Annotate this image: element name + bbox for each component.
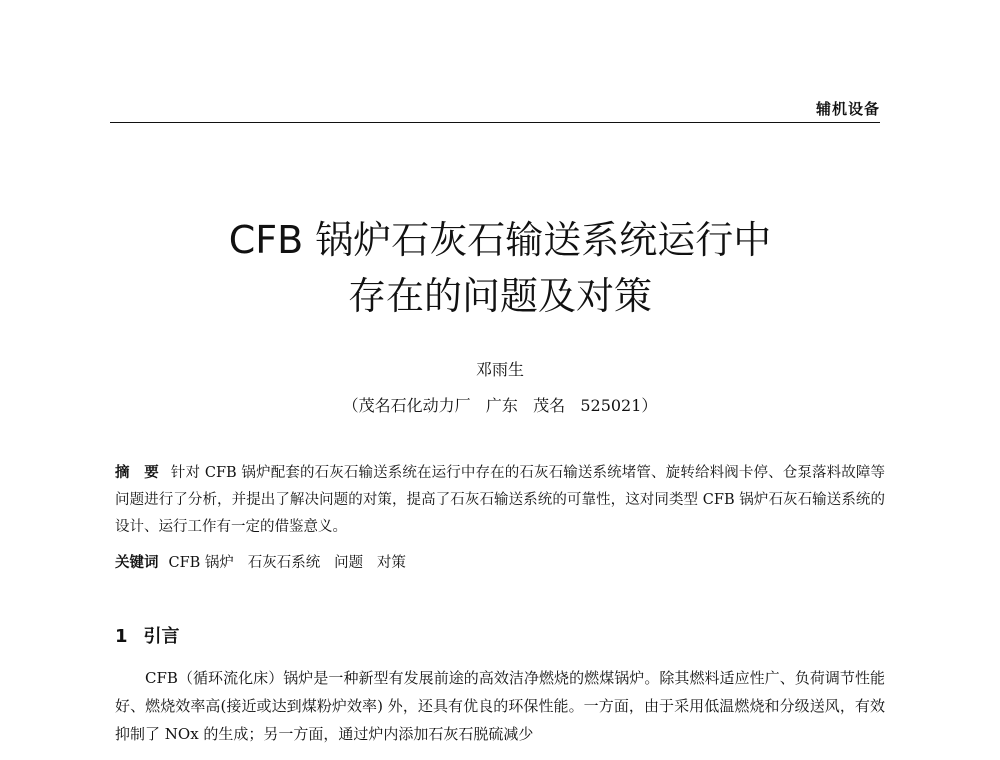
keywords	[115, 550, 885, 577]
running-head: 辅机设备	[815, 100, 880, 118]
body-text	[115, 664, 885, 748]
author-affiliation: （茂名石化动力厂 广东 茂名 525021）	[342, 396, 658, 415]
author-name: 邓雨生	[475, 360, 524, 379]
title-line-2: 存在的问题及对策	[347, 274, 652, 318]
keywords-label: 关键词	[115, 555, 159, 571]
title-line-1: CFB 锅炉石灰石输送系统运行中	[228, 218, 772, 262]
abstract	[115, 460, 885, 541]
header-rule	[110, 122, 880, 123]
abstract-text: 针对 CFB 锅炉配套的石灰石输送系统在运行中存在的石灰石输送系统堵管、旋转给料阀卡停、仓泵落料故障等问题进行了分析，并提出了解决问题的对策，提高了石灰石输送系统的可靠性，这对同类型 CFB 锅炉石灰石输送系统的设计、运行工作有一定的借鉴意义。	[115, 465, 885, 535]
section-heading	[115, 622, 180, 648]
article-title	[0, 212, 1000, 324]
section-title: 引言	[143, 626, 180, 647]
body-paragraph: CFB（循环流化床）锅炉是一种新型有发展前途的高效洁净燃烧的燃煤锅炉。除其燃料适应性广、负荷调节性能好、燃烧效率高(接近或达到煤粉炉效率) 外，还具有优良的环保性能。一方面，由于采用低温燃烧和分级送风，有效抑制了 NOx 的生成；另一方面，通过炉内添加石灰石脱硫减少	[115, 669, 885, 743]
keywords-text: CFB 锅炉 石灰石系统 问题 对策	[168, 555, 406, 571]
abstract-label: 摘 要	[115, 465, 159, 481]
section-number: 1	[115, 626, 128, 647]
